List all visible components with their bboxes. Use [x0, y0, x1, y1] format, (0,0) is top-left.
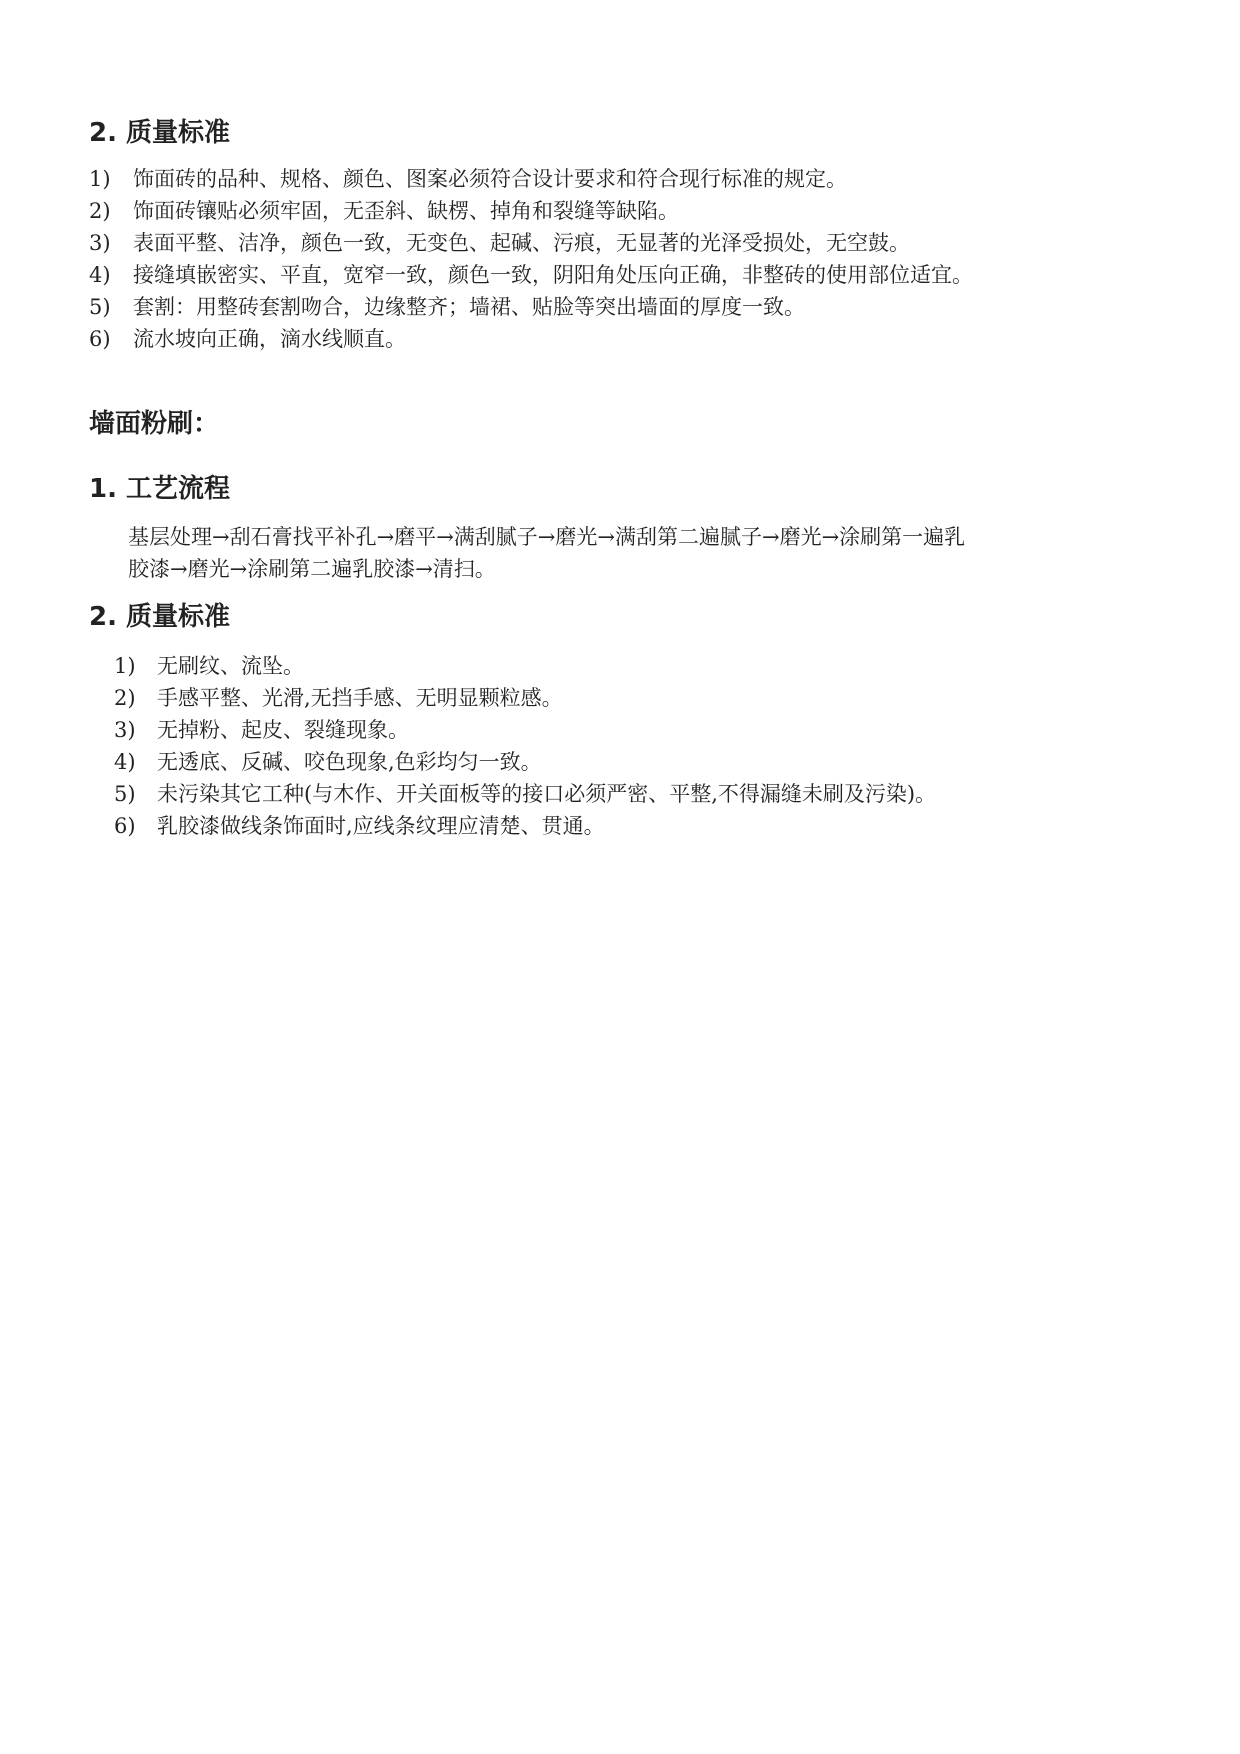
- list-item-text: 无透底、反碱、咬色现象,色彩均匀一致。: [157, 750, 542, 774]
- list-item-text: 手感平整、光滑,无挡手感、无明显颗粒感。: [157, 686, 563, 710]
- quality-standard-list: [89, 163, 1169, 355]
- list-item-number: 6): [89, 327, 111, 351]
- wall-painting-title: 墙面粉刷：: [89, 409, 220, 439]
- list-item: [114, 714, 1174, 746]
- list-item-number: 2): [89, 199, 111, 223]
- list-item-text: 无刷纹、流坠。: [157, 654, 304, 678]
- list-item: [114, 650, 1174, 682]
- list-item-number: 4): [114, 750, 136, 774]
- list-item-number: 3): [114, 718, 136, 742]
- list-item-number: 3): [89, 231, 111, 255]
- list-item-number: 5): [89, 295, 111, 319]
- list-item: [89, 227, 1169, 259]
- section-heading-quality-standard: 2. 质量标准: [89, 118, 231, 148]
- list-item-text: 流水坡向正确，滴水线顺直。: [133, 327, 406, 351]
- list-item-text: 表面平整、洁净，颜色一致，无变色、起碱、污痕，无显著的光泽受损处，无空鼓。: [133, 231, 910, 255]
- list-item: [89, 163, 1169, 195]
- list-item-number: 1): [114, 654, 136, 678]
- list-item-text: 未污染其它工种(与木作、开关面板等的接口必须严密、平整,不得漏缝未刷及污染)。: [157, 782, 937, 806]
- list-item-text: 接缝填嵌密实、平直，宽窄一致，颜色一致，阴阳角处压向正确，非整砖的使用部位适宜。: [133, 263, 973, 287]
- list-item: [114, 810, 1174, 842]
- list-item: [114, 778, 1174, 810]
- process-flow-heading: 1. 工艺流程: [89, 474, 231, 504]
- list-item: [114, 682, 1174, 714]
- section-heading-quality-standard-2: 2. 质量标准: [89, 602, 231, 632]
- process-flow-line-2: 胶漆→磨光→涂刷第二遍乳胶漆→清扫。: [128, 557, 496, 581]
- list-item-number: 5): [114, 782, 136, 806]
- wall-quality-standard-list: [114, 650, 1174, 842]
- list-item-text: 乳胶漆做线条饰面时,应线条纹理应清楚、贯通。: [157, 814, 605, 838]
- list-item-text: 饰面砖镶贴必须牢固，无歪斜、缺楞、掉角和裂缝等缺陷。: [133, 199, 679, 223]
- list-item-text: 套割：用整砖套割吻合，边缘整齐；墙裙、贴脸等突出墙面的厚度一致。: [133, 295, 805, 319]
- list-item: [89, 323, 1169, 355]
- list-item: [89, 195, 1169, 227]
- list-item-text: 无掉粉、起皮、裂缝现象。: [157, 718, 409, 742]
- list-item: [114, 746, 1174, 778]
- list-item-number: 2): [114, 686, 136, 710]
- process-flow-line-1: 基层处理→刮石膏找平补孔→磨平→满刮腻子→磨光→满刮第二遍腻子→磨光→涂刷第一遍乳: [128, 525, 966, 549]
- list-item-number: 1): [89, 167, 111, 191]
- list-item-number: 6): [114, 814, 136, 838]
- list-item-number: 4): [89, 263, 111, 287]
- list-item: [89, 259, 1169, 291]
- list-item-text: 饰面砖的品种、规格、颜色、图案必须符合设计要求和符合现行标准的规定。: [133, 167, 847, 191]
- list-item: [89, 291, 1169, 323]
